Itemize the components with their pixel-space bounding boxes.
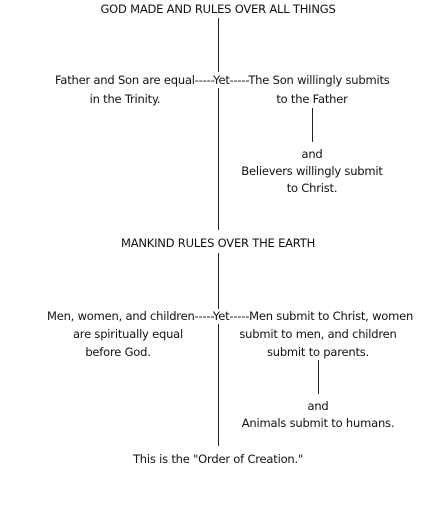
trinity-line: Father and Son are equal-----Yet-----The Son willingly submits bbox=[55, 73, 390, 87]
branch2-and: and bbox=[307, 399, 329, 413]
trinity-left-line2: in the Trinity. bbox=[89, 92, 161, 106]
spine-bottom bbox=[218, 324, 219, 446]
equality-right-line3: submit to parents. bbox=[266, 345, 370, 359]
spine-lower bbox=[218, 253, 219, 309]
trinity-right-line2: to the Father bbox=[276, 92, 348, 106]
branch2-connector bbox=[318, 360, 319, 394]
diagram-title: GOD MADE AND RULES OVER ALL THINGS bbox=[100, 2, 336, 16]
equality-left-line2: are spiritually equal bbox=[72, 327, 184, 341]
equality-line: Men, women, and children-----Yet-----Men submit to Christ, women bbox=[47, 309, 414, 323]
spine-middle bbox=[218, 88, 219, 230]
branch1-connector bbox=[312, 108, 313, 142]
spine-top bbox=[218, 18, 219, 72]
equality-left-line3: before God. bbox=[85, 345, 151, 359]
mankind-heading: MANKIND RULES OVER THE EARTH bbox=[120, 236, 316, 250]
equality-right-line2: submit to men, and children bbox=[239, 327, 397, 341]
animals-line: Animals submit to humans. bbox=[241, 416, 395, 430]
order-of-creation-caption: This is the "Order of Creation." bbox=[132, 452, 304, 466]
branch1-and: and bbox=[301, 147, 323, 161]
believers-line2: to Christ. bbox=[286, 181, 338, 195]
believers-line1: Believers willingly submit bbox=[241, 164, 383, 178]
